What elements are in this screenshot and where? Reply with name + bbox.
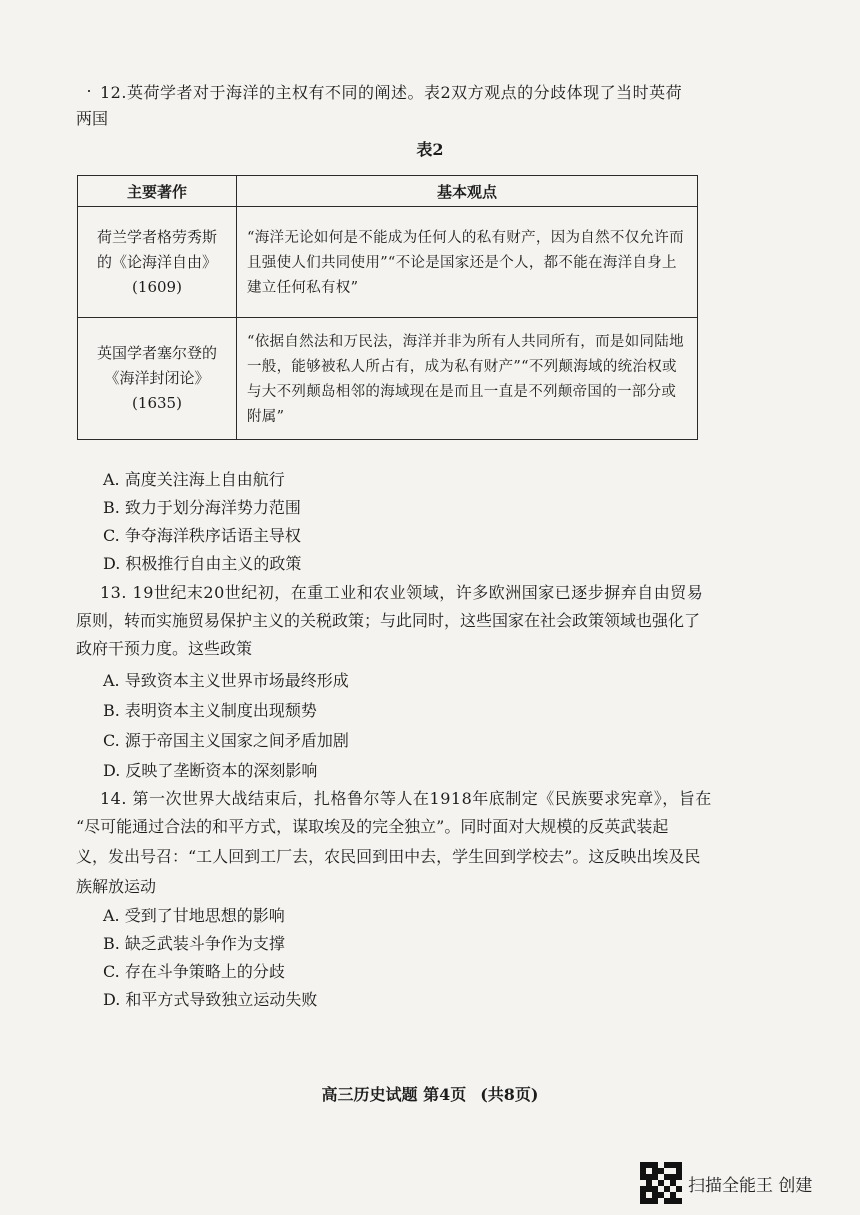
q13-stem-line2: 原则，转而实施贸易保护主义的关税政策；与此同时，这些国家在社会政策领域也强化了 (76, 611, 701, 630)
q13-option-c: C. 源于帝国主义国家之间矛盾加剧 (103, 731, 349, 750)
table-header-works: 主要著作 (78, 176, 237, 207)
q14-stem-line3: 义，发出号召：“工人回到工厂去，农民回到田中去，学生回到学校去”。这反映出埃及民 (76, 847, 701, 866)
table-row (78, 207, 698, 318)
scan-speck (88, 90, 90, 92)
page-footer (0, 1082, 860, 1105)
q14-option-d: D. 和平方式导致独立运动失败 (103, 990, 318, 1009)
qr-code-icon (640, 1162, 682, 1204)
scanner-watermark (640, 1162, 812, 1204)
q12-stem-line1: 12.英荷学者对于海洋的主权有不同的阐述。表2双方观点的分歧体现了当时英荷 (100, 83, 683, 102)
viewpoint-table (77, 175, 698, 440)
footer-total: (共8页) (480, 1085, 539, 1104)
table-cell-work: 英国学者塞尔登的 《海洋封闭论》 (1635) (78, 318, 237, 440)
table-cell-view: “海洋无论如何是不能成为任何人的私有财产，因为自然不仅允许而且强使人们共同使用”“不论是国家还是个人，都不能在海洋自身上建立任何私有权” (237, 207, 698, 318)
q14-stem-line4: 族解放运动 (76, 877, 157, 896)
q13-stem-line1: 13. 19世纪末20世纪初，在重工业和农业领域，许多欧洲国家已逐步摒弃自由贸易 (100, 583, 704, 602)
q12-option-b: B. 致力于划分海洋势力范围 (103, 498, 301, 517)
q14-stem-line2: “尽可能通过合法的和平方式，谋取埃及的完全独立”。同时面对大规模的反英武装起 (76, 817, 669, 836)
q14-option-c: C. 存在斗争策略上的分歧 (103, 962, 285, 981)
q12-option-c: C. 争夺海洋秩序话语主导权 (103, 526, 301, 545)
q13-stem-line3: 政府干预力度。这些政策 (76, 639, 253, 658)
q12-option-d: D. 积极推行自由主义的政策 (103, 554, 302, 573)
q13-option-a: A. 导致资本主义世界市场最终形成 (103, 671, 349, 690)
footer-title: 高三历史试题 第4页 (321, 1085, 467, 1104)
table-caption: 表2 (416, 140, 444, 159)
table-row (78, 318, 698, 440)
q14-option-a: A. 受到了甘地思想的影响 (103, 906, 285, 925)
q12-stem-line2: 两国 (76, 109, 109, 128)
table-cell-view: “依据自然法和万民法，海洋并非为所有人共同所有，而是如同陆地一般，能够被私人所占有，成为私有财产”“不列颠海域的统治权或与大不列颠岛相邻的海域现在是而且一直是不列颠帝国的一部分或附属” (237, 318, 698, 440)
q13-option-d: D. 反映了垄断资本的深刻影响 (103, 761, 318, 780)
q12-option-a: A. 高度关注海上自由航行 (103, 470, 285, 489)
scanner-label: 扫描全能王 创建 (688, 1175, 813, 1196)
q13-option-b: B. 表明资本主义制度出现颓势 (103, 701, 317, 720)
table-header-views: 基本观点 (237, 176, 698, 207)
q14-stem-line1: 14. 第一次世界大战结束后，扎格鲁尔等人在1918年底制定《民族要求宪章》，旨在 (100, 789, 712, 808)
q14-option-b: B. 缺乏武装斗争作为支撑 (103, 934, 285, 953)
table-cell-work: 荷兰学者格劳秀斯 的《论海洋自由》 (1609) (78, 207, 237, 318)
